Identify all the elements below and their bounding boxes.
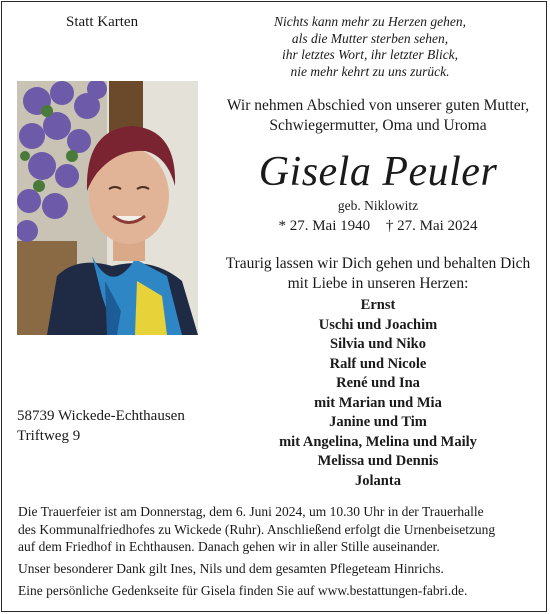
- poem-line: ihr letztes Wort, ihr letzter Blick,: [281, 47, 459, 62]
- funeral-line: des Kommunalfriedhofes zu Wickede (Ruhr). Anschließend erfolgt die Urnenbeisetzung: [18, 521, 496, 537]
- poem-line: Nichts kann mehr zu Herzen gehen,: [274, 14, 466, 29]
- intro-line: Wir nehmen Abschied von unserer guten Mutter,: [226, 97, 530, 114]
- address-city: 58739 Wickede-Echthausen: [17, 408, 185, 424]
- portrait-photo: [17, 81, 198, 335]
- mourner-entry: Uschi und Joachim: [318, 316, 438, 333]
- funeral-line: auf dem Friedhof in Echthausen. Danach gehen wir in aller Stille auseinander.: [18, 539, 440, 554]
- mourning-line: mit Liebe in unseren Herzen:: [287, 275, 469, 292]
- mourning-line: Traurig lassen wir Dich gehen und behalten Dich: [225, 255, 531, 272]
- family-address: [17, 406, 185, 446]
- poem-line: nie mehr kehrt zu uns zurück.: [290, 63, 450, 79]
- birth-date: * 27. Mai 1940: [278, 218, 371, 234]
- mourner-entry: René und Ina: [336, 375, 420, 391]
- poem-line: als die Mutter sterben sehen,: [291, 30, 449, 46]
- mourner-entry: Jolanta: [355, 472, 401, 489]
- funeral-line: Die Trauerfeier ist am Donnerstag, dem 6. Juni 2024, um 10.30 Uhr in der Trauerhalle: [18, 504, 484, 519]
- life-dates: [210, 218, 546, 235]
- mourners-list: [210, 296, 546, 491]
- mourner-entry: Silvia und Niko: [330, 336, 426, 352]
- maiden-name: geb. Niklowitz: [337, 198, 419, 213]
- poem: [252, 14, 488, 80]
- mourner-entry: Melissa und Dennis: [317, 453, 439, 469]
- mourning-text: [210, 254, 546, 294]
- address-street: Triftweg 9: [17, 428, 81, 444]
- mourner-entry: mit Marian und Mia: [314, 394, 442, 411]
- mourner-entry: Ralf und Nicole: [329, 355, 427, 372]
- thanks-note: Unser besonderer Dank gilt Ines, Nils und dem gesamten Pflegeteam Hinrichs.: [18, 561, 444, 576]
- intro-line: Schwiegermutter, Oma und Uroma: [269, 117, 487, 134]
- statt-karten-note: Statt Karten: [66, 14, 139, 30]
- death-date: † 27. Mai 2024: [385, 218, 478, 234]
- memorial-page-note: Eine persönliche Gedenkseite für Gisela finden Sie auf www.bestattungen-fabri.de.: [18, 583, 468, 598]
- mourner-entry: mit Angelina, Melina und Maily: [279, 433, 477, 450]
- portrait-illustration: [17, 81, 198, 335]
- farewell-intro: [210, 96, 546, 136]
- funeral-info: [18, 503, 538, 556]
- deceased-name: Gisela Peuler: [258, 149, 498, 195]
- mourner-entry: Ernst: [360, 297, 396, 313]
- mourner-entry: Janine und Tim: [329, 414, 427, 430]
